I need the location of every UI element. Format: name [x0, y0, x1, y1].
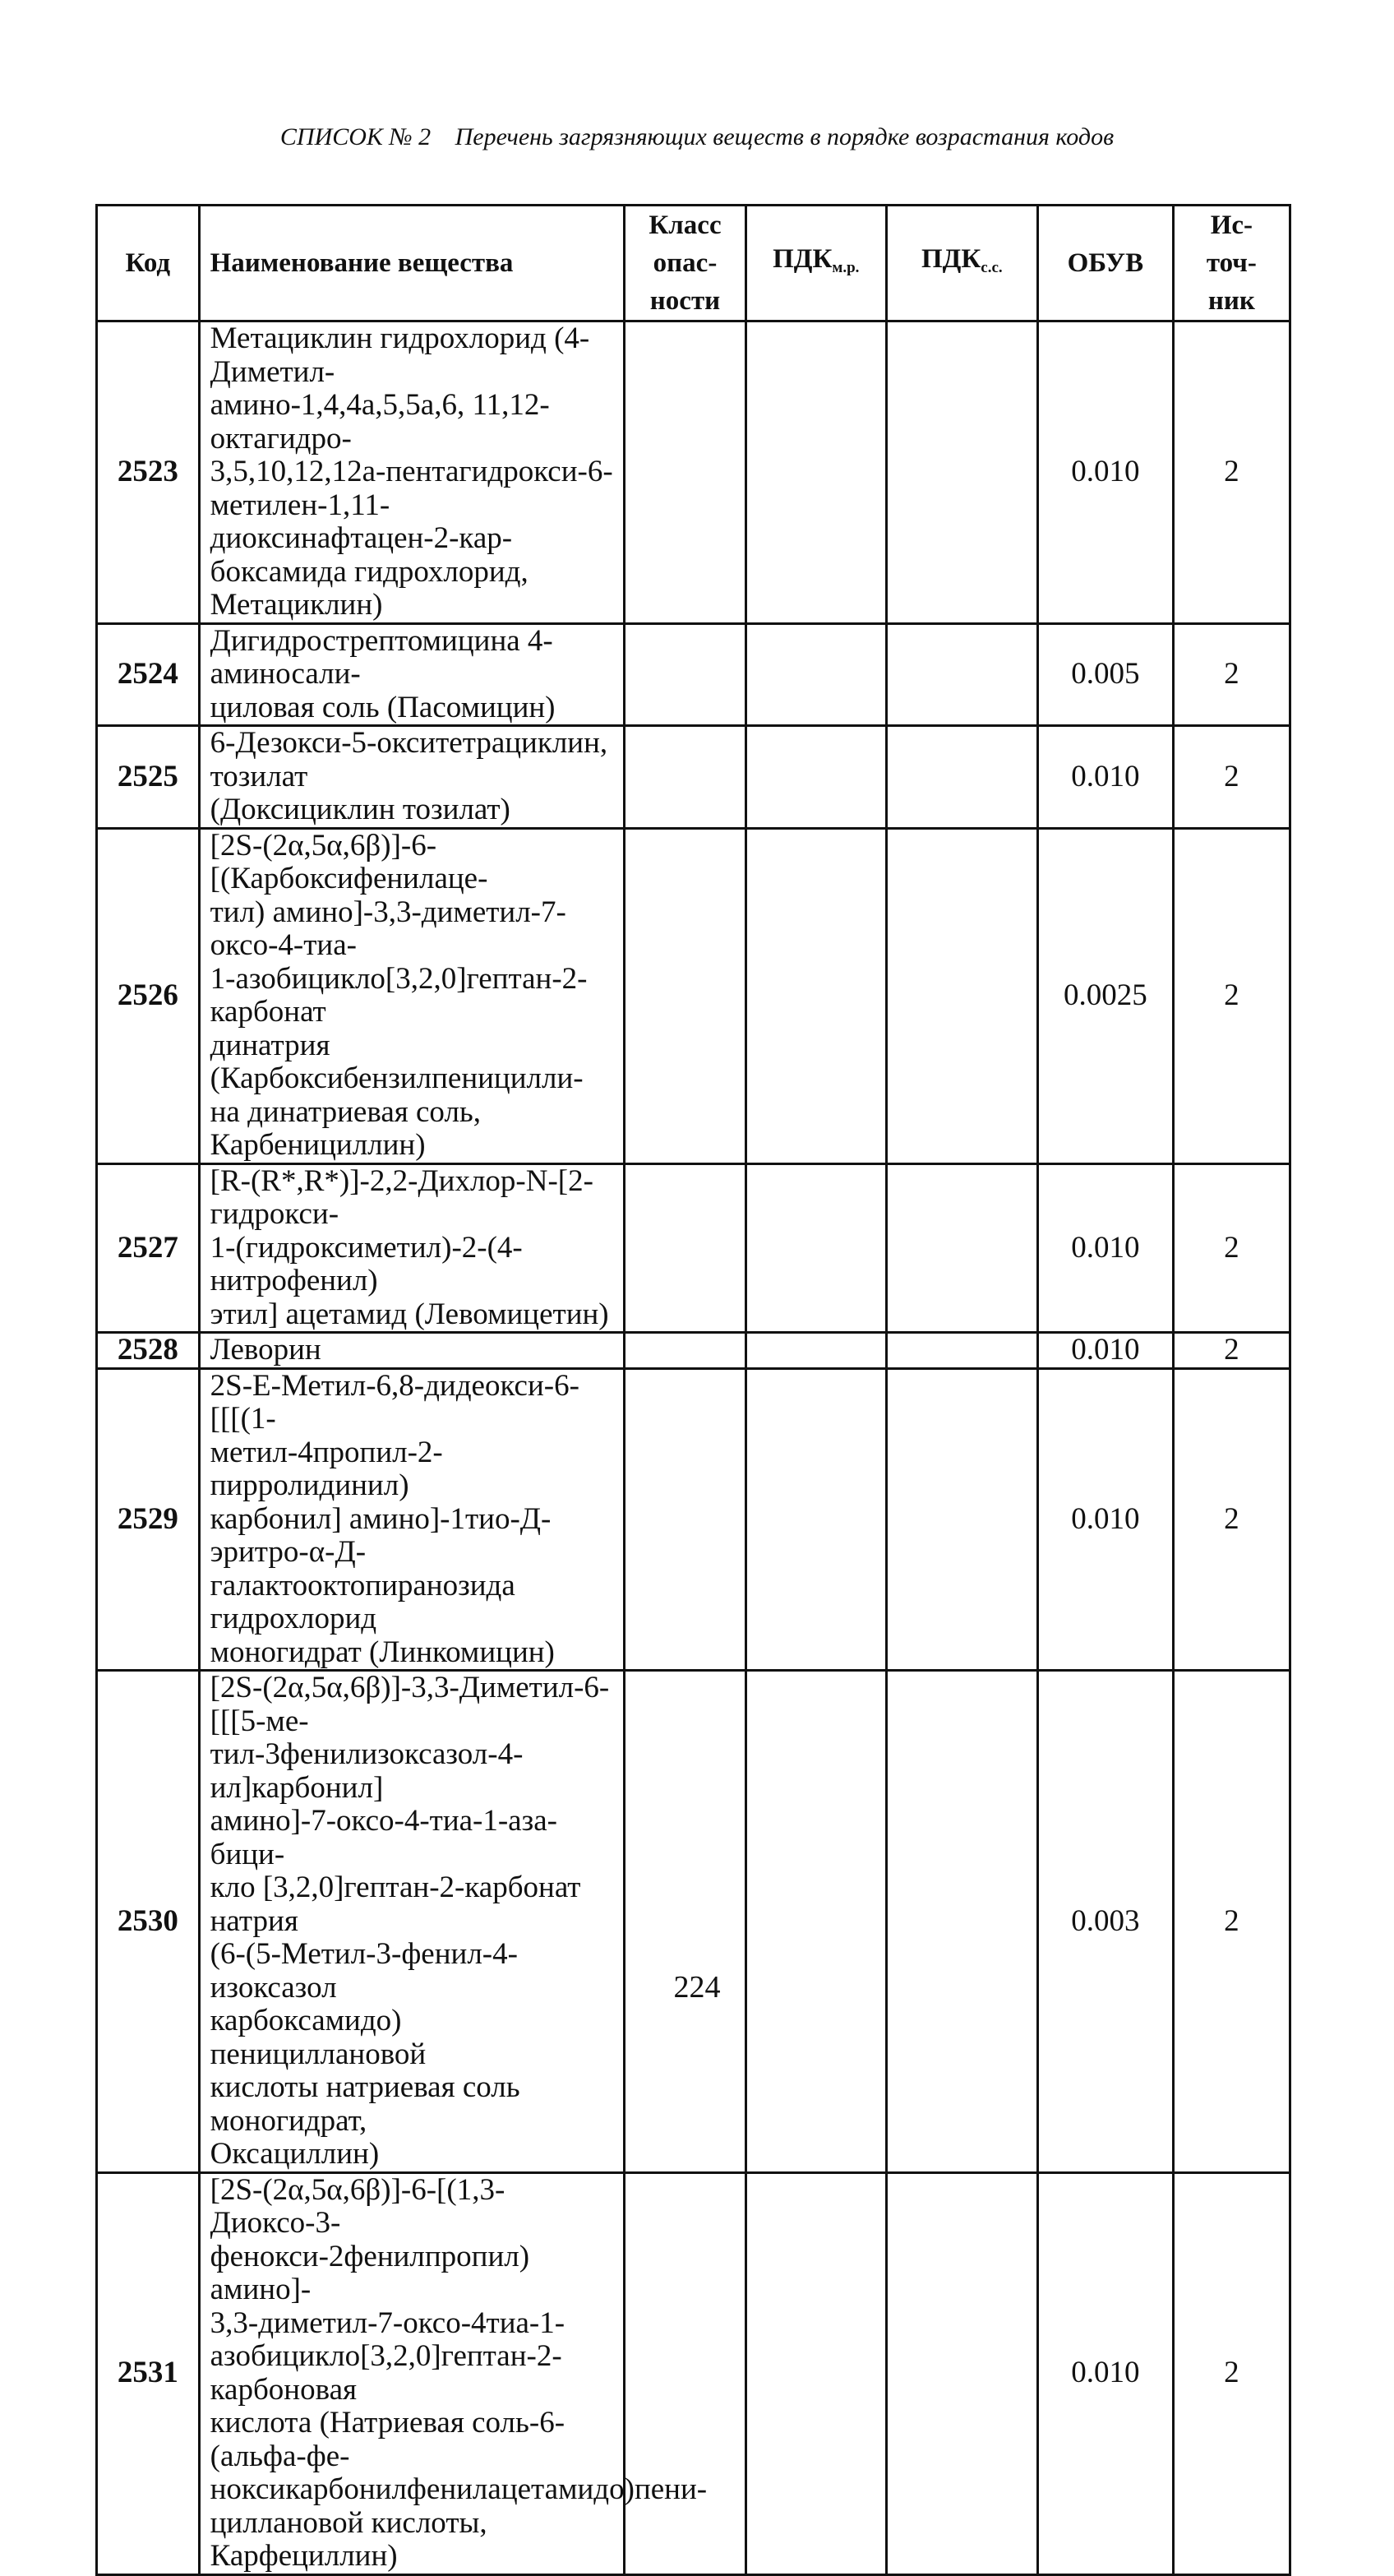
obuv-value: 0.0025: [1038, 828, 1174, 1163]
source-value: 2: [1173, 2172, 1290, 2574]
substance-name-line: галактооктопиранозида гидрохлорид: [210, 1568, 515, 1635]
list-subtitle: Перечень загрязняющих веществ в порядке возрастания кодов: [455, 123, 1115, 150]
substance-name: [199, 1333, 624, 1369]
substance-name: [199, 623, 624, 726]
table-row: [97, 1671, 1290, 2173]
substance-name-line: этил] ацетамид (Левомицетин): [210, 1297, 609, 1331]
page-number: 224: [673, 1970, 721, 2005]
substance-name-line: фенокси-2фенилпропил) амино]-: [210, 2239, 530, 2306]
substance-code: 2524: [97, 623, 200, 726]
substance-name-line: амино]-7-оксо-4-тиа-1-аза-бици-: [210, 1804, 557, 1871]
substance-name-line: Метациклин гидрохлорид (4-Диметил-: [210, 321, 590, 389]
obuv-value: 0.005: [1038, 623, 1174, 726]
substance-code: 2523: [97, 321, 200, 624]
substance-name-line: (Доксициклин тозилат): [210, 793, 510, 826]
substance-name-line: метилен-1,11-диоксинафтацен-2-кар-: [210, 488, 513, 555]
substance-name-line: динатрия (Карбоксибензилпеницилли-: [210, 1028, 584, 1095]
obuv-value: 0.010: [1038, 1368, 1174, 1671]
hazard-class-cell: [624, 1671, 745, 2173]
substance-name-line: циловая соль (Пасомицин): [210, 690, 556, 724]
substance-code: 2530: [97, 1671, 200, 2173]
hazard-class-cell: [624, 623, 745, 726]
substance-name-line: 3,3-диметил-7-оксо-4тиа-1-: [210, 2305, 565, 2340]
source-value: 2: [1173, 321, 1290, 624]
substance-name-line: кло [3,2,0]гептан-2-карбонат натрия: [210, 1871, 581, 1938]
substance-code: 2531: [97, 2172, 200, 2574]
pdk-ss-cell: [886, 828, 1038, 1163]
substance-name: [199, 1368, 624, 1671]
substances-table: [95, 204, 1291, 2576]
column-header-pdk-mr: $ПДК_{м.р.}$: [746, 206, 886, 321]
hazard-class-cell: [624, 2172, 745, 2574]
substance-name: [199, 321, 624, 624]
pdk-ss-cell: [886, 2172, 1038, 2574]
source-value: 2: [1173, 1333, 1290, 1369]
hazard-class-cell: [624, 1163, 745, 1333]
table-row: [97, 726, 1290, 829]
column-header-hazard-class: Класс опас- ности: [624, 206, 745, 321]
source-value: 2: [1173, 1671, 1290, 2173]
hazard-class-cell: [624, 726, 745, 829]
substance-name-line: 1-(гидроксиметил)-2-(4-нитрофенил): [210, 1230, 523, 1297]
substance-name-line: [2S-(2α,5α,6β)]-6-[(Карбоксифенилаце-: [210, 828, 488, 895]
column-header-source: Ис- точ- ник: [1173, 206, 1290, 321]
substance-code: 2527: [97, 1163, 200, 1333]
substance-name-line: боксамида гидрохлорид, Метациклин): [210, 554, 529, 622]
pdk-ss-cell: [886, 1333, 1038, 1369]
substance-name-line: метил-4пропил-2-пирролидинил): [210, 1435, 443, 1502]
table-body: [97, 321, 1290, 2575]
substance-code: 2526: [97, 828, 200, 1163]
pdk-ss-cell: [886, 1368, 1038, 1671]
substance-name-line: кислота (Натриевая соль-6-(альфа-фе-: [210, 2406, 565, 2473]
pdk-ss-cell: [886, 623, 1038, 726]
table-row: [97, 828, 1290, 1163]
pdk-ss-cell: [886, 726, 1038, 829]
table-row: [97, 1368, 1290, 1671]
hazard-class-cell: [624, 321, 745, 624]
table-row: [97, 2172, 1290, 2574]
source-value: 2: [1173, 828, 1290, 1163]
pdk-mr-cell: [746, 623, 886, 726]
pdk-mr-cell: [746, 2172, 886, 2574]
substance-name-line: карбоксамидо) пенициллановой: [210, 2004, 427, 2071]
column-header-name: Наименование вещества: [199, 206, 624, 321]
hazard-class-cell: [624, 828, 745, 1163]
pdk-mr-cell: [746, 726, 886, 829]
source-value: 2: [1173, 726, 1290, 829]
pdk-mr-cell: [746, 1333, 886, 1369]
pdk-ss-cell: [886, 321, 1038, 624]
substance-name-line: Леворин: [210, 1333, 321, 1367]
substance-name: [199, 726, 624, 829]
table-row: [97, 321, 1290, 624]
pdk-ss-cell: [886, 1671, 1038, 2173]
substance-name-line: [2S-(2α,5α,6β)]-6-[(1,3-Диоксо-3-: [210, 2172, 505, 2240]
source-value: 2: [1173, 1368, 1290, 1671]
substance-name: [199, 2172, 708, 2574]
substance-name-line: (6-(5-Метил-3-фенил-4-изоксазол: [210, 1937, 518, 2005]
list-title: СПИСОК № 2: [279, 123, 432, 150]
substance-name-line: Дигидрострептомицина 4-аминосали-: [210, 623, 553, 691]
column-header-code: Код: [97, 206, 200, 321]
page-header: [0, 123, 1394, 151]
substance-name-line: ноксикарбонилфенилацетамидо)пени-: [210, 2472, 708, 2506]
substance-name-line: 2S-E-Метил-6,8-дидеокси-6-[[[(1-: [210, 1368, 579, 1436]
substance-name-line: 1-азобицикло[3,2,0]гептан-2-карбонат: [210, 961, 588, 1029]
substance-name-line: [R-(R*,R*)]-2,2-Дихлор-N-[2-гидрокси-: [210, 1163, 593, 1231]
obuv-value: 0.010: [1038, 1333, 1174, 1369]
substance-name-line: кислоты натриевая соль моногидрат,: [210, 2070, 520, 2138]
obuv-value: 0.010: [1038, 321, 1174, 624]
substance-name-line: Оксациллин): [210, 2137, 380, 2171]
obuv-value: 0.010: [1038, 726, 1174, 829]
substance-name: [199, 1671, 624, 2173]
pdk-mr-cell: [746, 1671, 886, 2173]
table-row: [97, 1163, 1290, 1333]
substance-name-line: 3,5,10,12,12а-пентагидрокси-6-: [210, 455, 613, 488]
substance-name-line: циллановой кислоты, Карфециллин): [210, 2505, 487, 2573]
obuv-value: 0.010: [1038, 1163, 1174, 1333]
substance-name-line: тил) амино]-3,3-диметил-7-оксо-4-тиа-: [210, 895, 566, 962]
pdk-mr-cell: [746, 321, 886, 624]
substance-name-line: на динатриевая соль, Карбенициллин): [210, 1094, 482, 1162]
source-value: 2: [1173, 623, 1290, 726]
source-value: 2: [1173, 1163, 1290, 1333]
column-header-obuv: ОБУВ: [1038, 206, 1174, 321]
substance-name-line: азобицикло[3,2,0]гептан-2-карбоновая: [210, 2339, 562, 2407]
column-header-pdk-ss: $ПДК_{с.с.}$: [886, 206, 1038, 321]
substance-name: [199, 1163, 624, 1333]
substance-code: 2525: [97, 726, 200, 829]
hazard-class-cell: [624, 1368, 745, 1671]
pdk-ss-cell: [886, 1163, 1038, 1333]
substance-name-line: амино-1,4,4а,5,5а,6, 11,12-октагидро-: [210, 388, 550, 456]
pdk-mr-cell: [746, 1368, 886, 1671]
substance-name-line: тил-3фенилизоксазол-4-ил]карбонил]: [210, 1737, 524, 1805]
substance-code: 2529: [97, 1368, 200, 1671]
substance-name-line: 6-Дезокси-5-окситетрациклин, тозилат: [210, 726, 608, 793]
obuv-value: 0.003: [1038, 1671, 1174, 2173]
table-row: [97, 1333, 1290, 1369]
substance-name-line: [2S-(2α,5α,6β)]-3,3-Диметил-6-[[[5-ме-: [210, 1671, 610, 1738]
substance-name-line: карбонил] амино]-1тио-Д-эритро-α-Д-: [210, 1501, 552, 1569]
substance-name-line: моногидрат (Линкомицин): [210, 1635, 555, 1669]
pdk-mr-cell: [746, 828, 886, 1163]
hazard-class-cell: [624, 1333, 745, 1369]
table-row: [97, 623, 1290, 726]
table-header-row: [97, 206, 1290, 321]
obuv-value: 0.010: [1038, 2172, 1174, 2574]
substance-name: [199, 828, 624, 1163]
substance-code: 2528: [97, 1333, 200, 1369]
pdk-mr-cell: [746, 1163, 886, 1333]
